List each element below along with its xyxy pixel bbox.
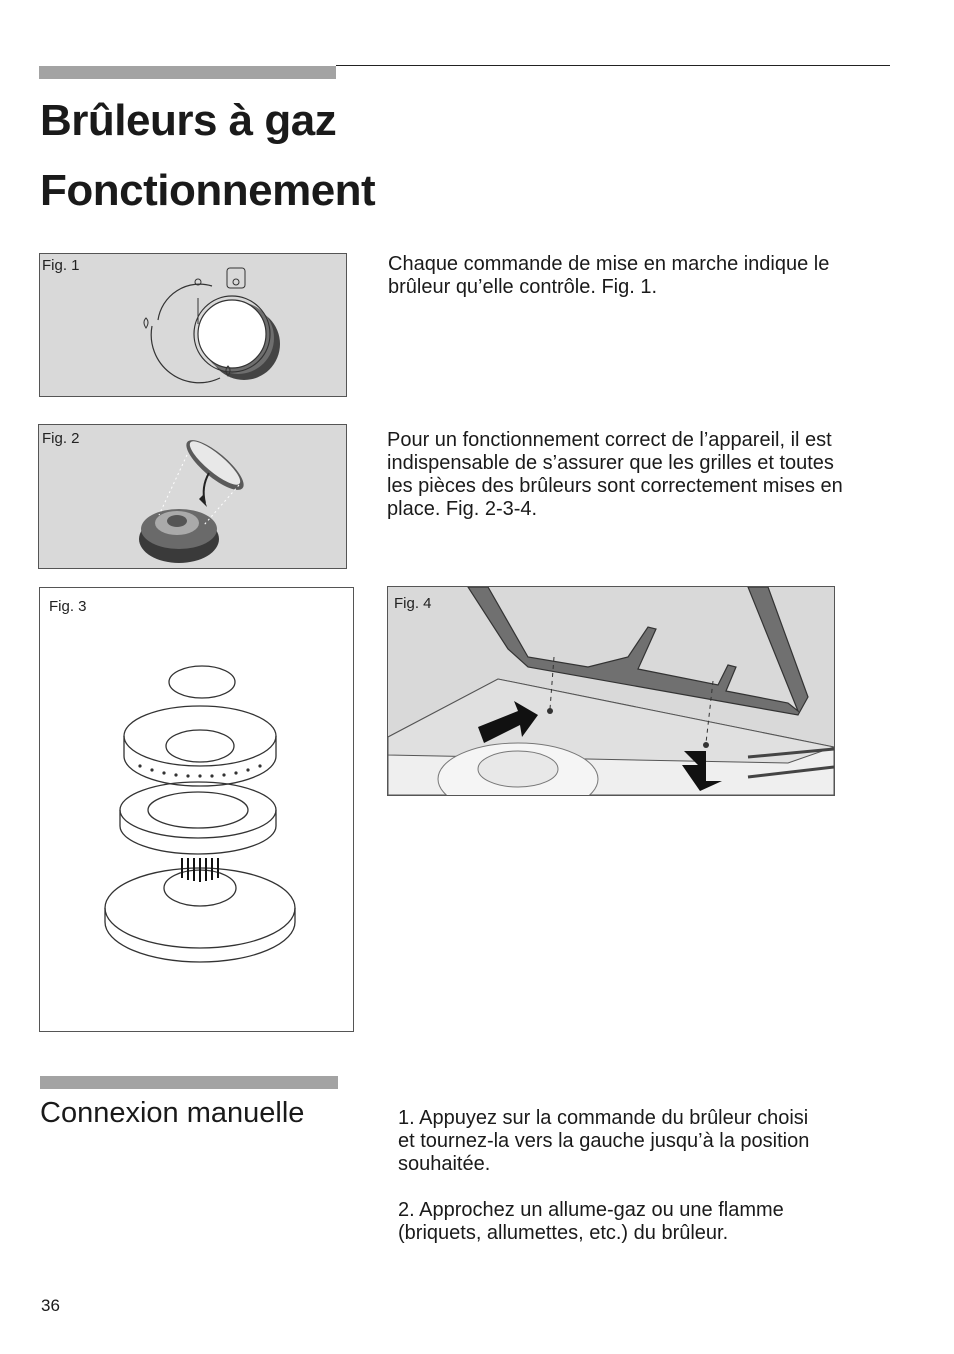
section-accent-bar bbox=[40, 1076, 338, 1089]
intro-line-1: Chaque commande de mise en marche indique le bbox=[388, 253, 830, 275]
page-number: 36 bbox=[41, 1296, 60, 1315]
step-1-line-1: 1. Appuyez sur la commande du brûleur choisi bbox=[398, 1107, 809, 1129]
setup-line-1: Pour un fonctionnement correct de l’appareil, il est bbox=[387, 429, 832, 451]
header-rule bbox=[336, 65, 890, 66]
setup-line-2: indispensable de s’assurer que les grilles et toutes bbox=[387, 452, 834, 474]
figure-1 bbox=[39, 253, 347, 397]
header-accent-bar bbox=[39, 66, 336, 79]
burner-cap-illustration bbox=[39, 425, 346, 568]
figure-2 bbox=[38, 424, 347, 569]
setup-line-4: place. Fig. 2-3-4. bbox=[387, 498, 538, 520]
step-1-line-3: souhaitée. bbox=[398, 1153, 491, 1175]
step-2-line-2: (briquets, allumettes, etc.) du brûleur. bbox=[398, 1222, 729, 1244]
knob-illustration bbox=[40, 254, 346, 396]
figure-3-label: Fig. 3 bbox=[49, 598, 87, 615]
setup-line-3: les pièces des brûleurs sont correctement mises en bbox=[387, 475, 843, 497]
setup-paragraph bbox=[387, 429, 843, 521]
figure-4-label: Fig. 4 bbox=[394, 595, 432, 612]
steps-block bbox=[398, 1107, 809, 1245]
grid-position-illustration bbox=[388, 587, 834, 795]
page-subtitle: Fonctionnement bbox=[40, 166, 376, 215]
step-1-line-2: et tournez-la vers la gauche jusqu’à la position bbox=[398, 1130, 810, 1152]
exploded-burner-illustration bbox=[40, 588, 353, 1031]
figure-1-label: Fig. 1 bbox=[42, 257, 80, 274]
page-title: Brûleurs à gaz bbox=[40, 96, 337, 145]
intro-line-2: brûleur qu’elle contrôle. Fig. 1. bbox=[388, 276, 658, 298]
figure-2-label: Fig. 2 bbox=[42, 430, 80, 447]
section-title: Connexion manuelle bbox=[40, 1097, 305, 1129]
figure-3 bbox=[39, 587, 354, 1032]
intro-paragraph bbox=[388, 253, 829, 299]
step-2-line-1: 2. Approchez un allume-gaz ou une flamme bbox=[398, 1199, 784, 1221]
figure-4 bbox=[387, 586, 835, 796]
step-spacer bbox=[398, 1176, 809, 1199]
